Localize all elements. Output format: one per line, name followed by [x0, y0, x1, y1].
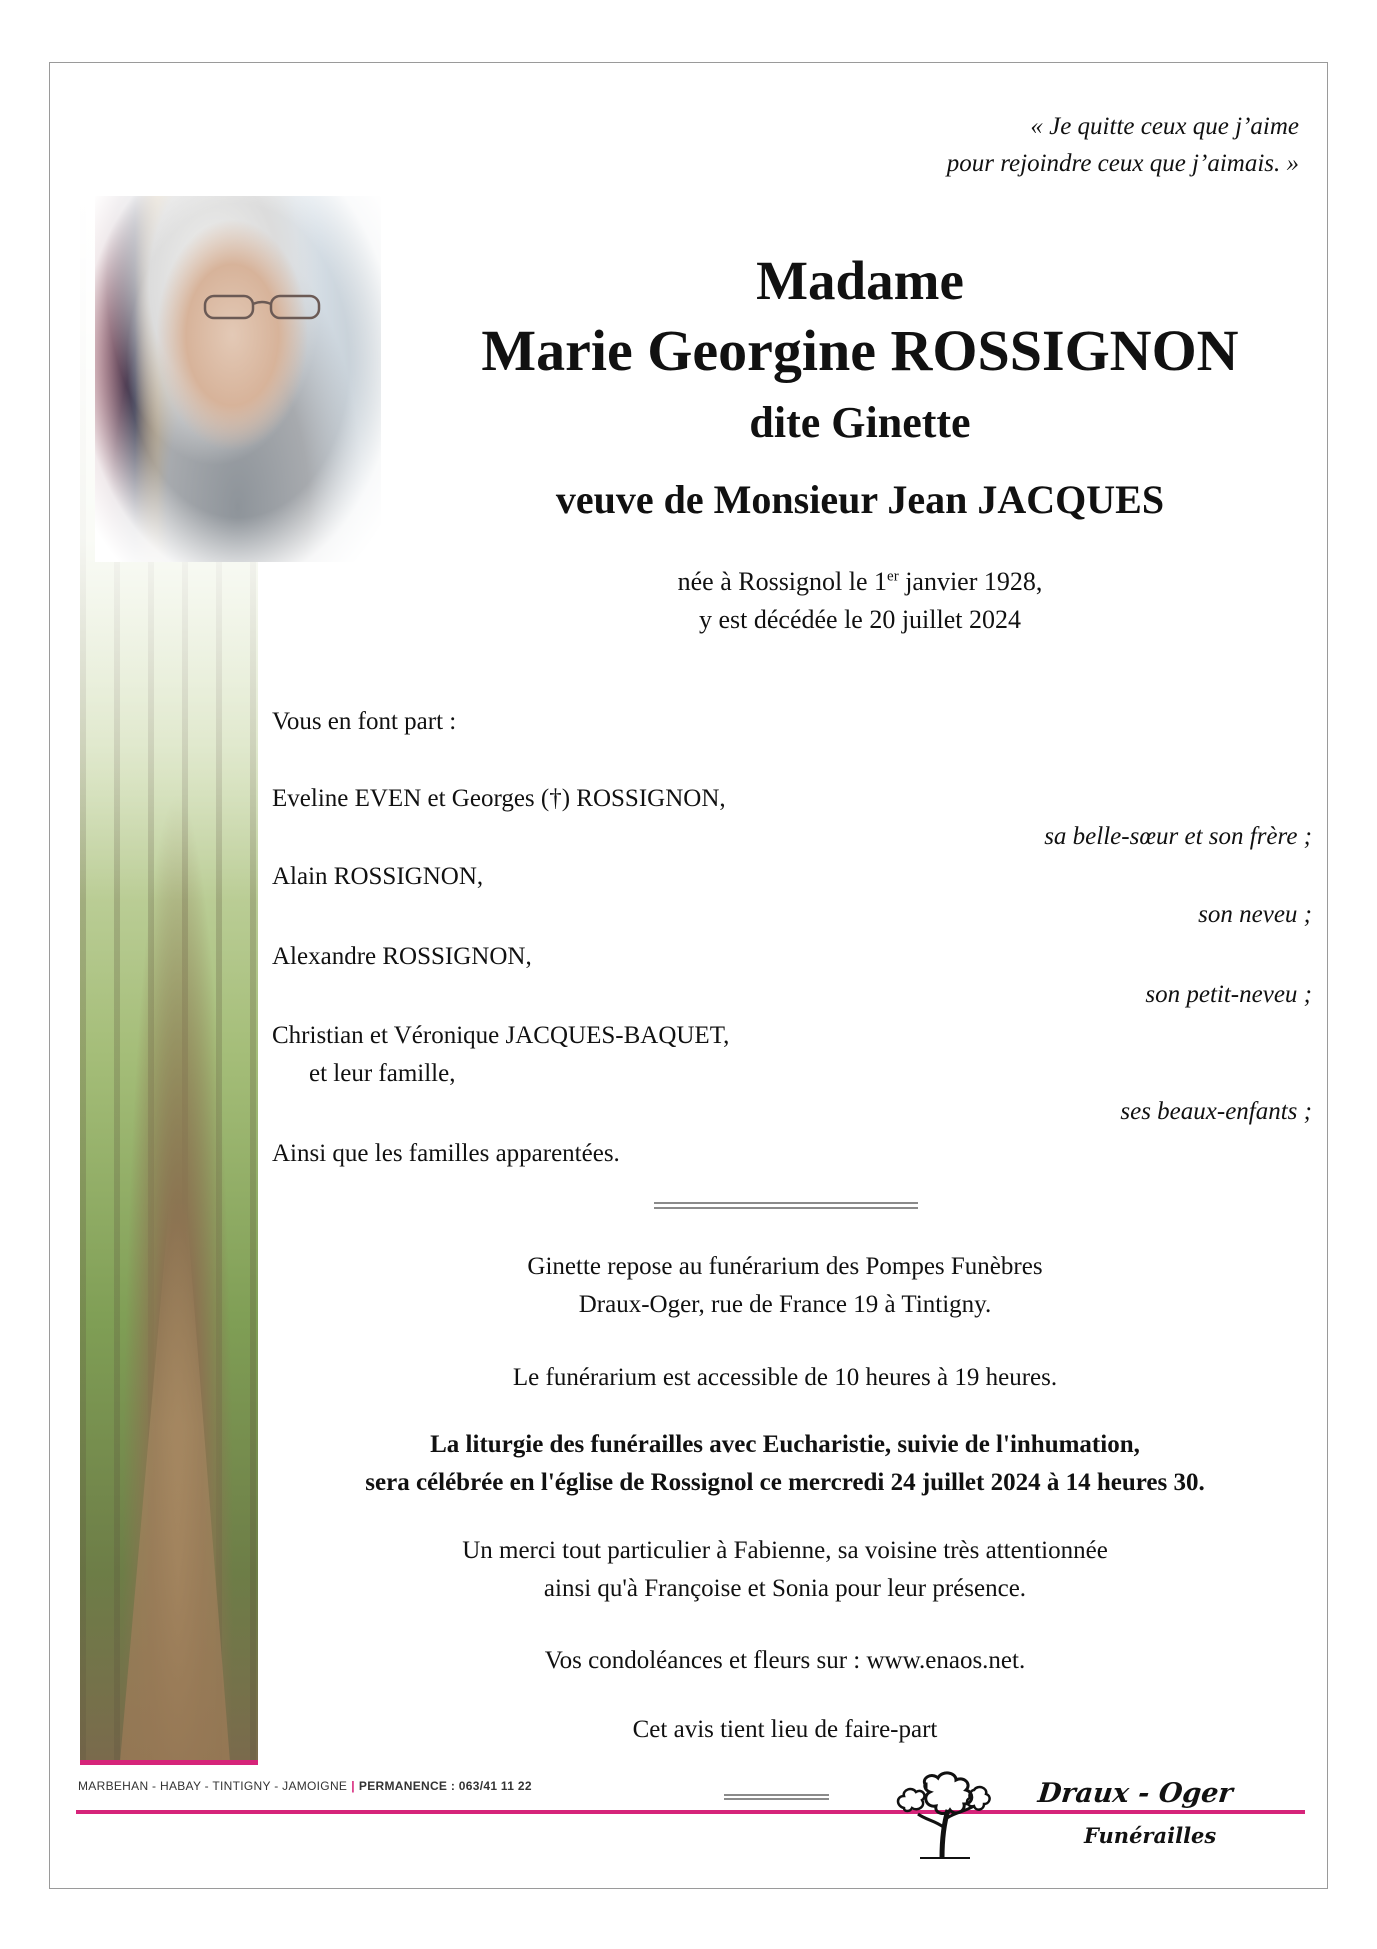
thanks-text: Un merci tout particulier à Fabienne, sa voisine très attentionnée ainsi qu'à Françoise et Sonia pour leur présence. — [462, 1537, 1108, 1602]
tree-logo-icon — [890, 1768, 996, 1860]
family-intro: Vous en font part : — [272, 708, 457, 735]
brand-name: Draux - Oger — [1036, 1778, 1235, 1809]
portrait-photo — [95, 196, 381, 562]
footer-locations: MARBEHAN - HABAY - TINTIGNY - JAMOIGNE — [78, 1779, 348, 1793]
death-line: y est décédée le 20 juillet 2024 — [698, 605, 1021, 634]
family-member: Alexandre ROSSIGNON, son petit-neveu ; — [272, 938, 1312, 1014]
epigraph-quote — [947, 108, 1299, 182]
accent-rule — [80, 1760, 258, 1765]
footer-contact: MARBEHAN - HABAY - TINTIGNY - JAMOIGNE | PERMANENCE : 063/41 11 22 — [78, 1779, 532, 1793]
birth-line: née à Rossignol le 1er janvier 1928, — [677, 567, 1043, 596]
footer-divider — [724, 1794, 829, 1800]
brand-subtitle: Funérailles — [1078, 1823, 1222, 1848]
family-relation: sa belle-sœur et son frère ; — [1044, 823, 1312, 850]
family-relation: ses beaux-enfants ; — [1120, 1098, 1312, 1125]
family-relation: son petit-neveu ; — [1145, 981, 1312, 1008]
honorific: Madame — [756, 250, 964, 311]
family-relation: son neveu ; — [1198, 901, 1312, 928]
repose-info: Ginette repose au funérarium des Pompes Funèbres Draux-Oger, rue de France 19 à Tintigny. — [527, 1253, 1043, 1318]
notice-text: Cet avis tient lieu de faire-part — [632, 1716, 938, 1743]
footer-accent-rule — [76, 1810, 1305, 1814]
visiting-hours: Le funérarium est accessible de 10 heures à 19 heures. — [512, 1364, 1058, 1391]
deceased-name: Marie Georgine ROSSIGNON — [481, 318, 1239, 383]
footer-permanence: PERMANENCE : 063/41 11 22 — [358, 1779, 532, 1793]
family-member: Alain ROSSIGNON, son neveu ; — [272, 858, 1312, 934]
liturgy-info: La liturgie des funérailles avec Eucharistie, suivie de l'inhumation, sera célébrée en l'église de Rossignol ce mercredi 24 juillet 2024 à 14 heures 30. — [365, 1431, 1205, 1496]
birth-death-dates — [560, 563, 1160, 639]
nickname: dite Ginette — [749, 398, 971, 447]
family-member: Christian et Véronique JACQUES-BAQUET, et leur famille, ses beaux-enfants ; — [272, 1017, 1312, 1131]
family-member: Eveline EVEN et Georges (†) ROSSIGNON, sa belle-sœur et son frère ; — [272, 780, 1312, 856]
quote-line-1: « Je quitte ceux que j’aime — [1030, 113, 1299, 140]
family-closing: Ainsi que les familles apparentées. — [272, 1140, 620, 1167]
quote-line-2: pour rejoindre ceux que j’aimais. » — [946, 150, 1299, 177]
glasses-detail — [199, 292, 327, 322]
widow-of: veuve de Monsieur Jean JACQUES — [555, 477, 1165, 522]
section-divider — [654, 1202, 918, 1209]
condolences-text: Vos condoléances et fleurs sur : www.enaos.net. — [544, 1647, 1026, 1674]
